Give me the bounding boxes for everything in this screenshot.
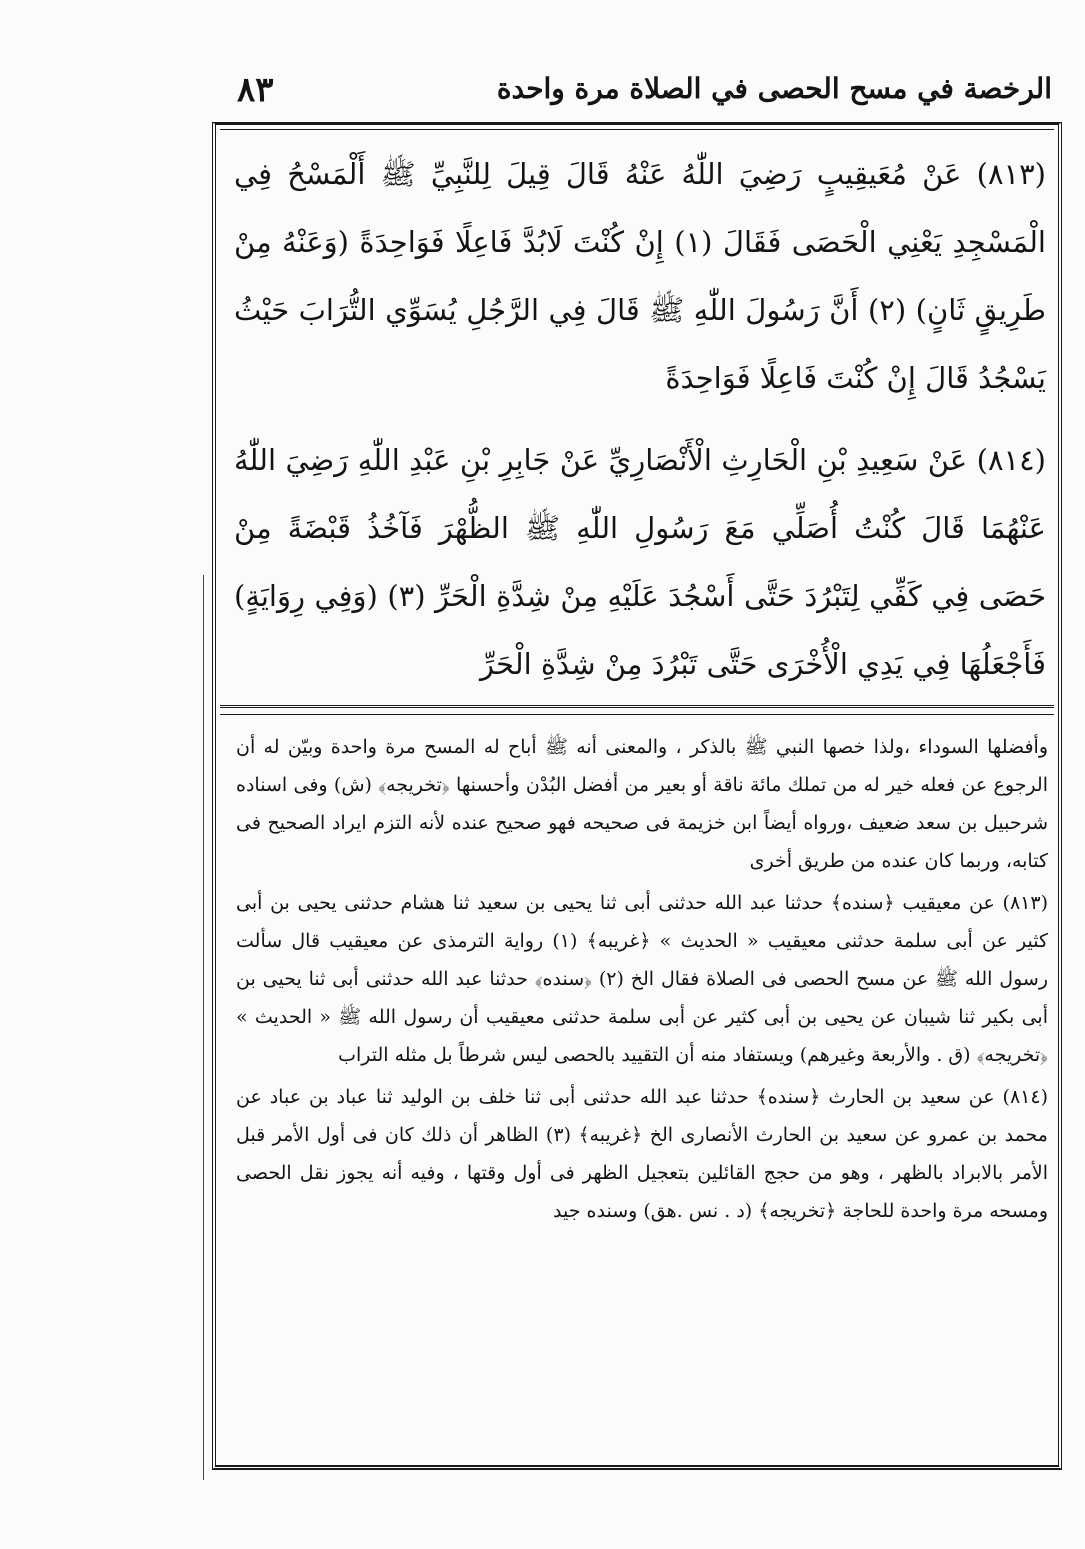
margin-rule (203, 575, 204, 1480)
section-divider (220, 705, 1054, 708)
commentary-paragraph: (٨١٤) عن سعيد بن الحارث ﴿سنده﴾ حدثنا عبد الله حدثنى أبى ثنا خلف بن الوليد ثنا عباد بن عباد عن محمد بن عمرو عن سعيد بن الحارث الأنصارى الخ ﴿غريبه﴾ (٣) الظاهر أن ذلك كان فى أول الأمر قبل الأمر بالابراد بالظهر ، وهو من حجج القائلين بتعجيل الظهر فى أول وقتها ، وفيه أنه يجوز نقل الحصى ومسحه مرة واحدة للحاجة ﴿تخريجه﴾ (د . نس .هق) وسنده جيد (236, 1086, 1048, 1222)
commentary (236, 728, 1048, 1234)
commentary-paragraph: (٨١٣) عن معيقيب ﴿سنده﴾ حدثنا عبد الله حدثنى أبى ثنا يحيى بن سعيد ثنا هشام حدثنى يحيى بن أبى كثير عن أبى سلمة حدثنى معيقيب « الحديث » ﴿غريبه﴾ (١) رواية الترمذى عن معيقيب قال سألت رسول الله ﷺ عن مسح الحصى فى الصلاة فقال الخ (٢) ﴿سنده﴾ حدثنا عبد الله حدثنى أبى ثنا يحيى بن أبى بكير ثنا شيبان عن يحيى بن أبى كثير عن أبى سلمة حدثنى معيقيب أن رسول الله ﷺ « الحديث » ﴿تخريجه﴾ (ق . والأربعة وغيرهم) ويستفاد منه أن التقييد بالحصى ليس شرطاً بل مثله التراب (236, 892, 1048, 1066)
section-divider-inner (220, 714, 1054, 715)
hadith-813: (٨١٣) عَنْ مُعَيقِيبٍ رَضِيَ اللّٰهُ عَنْهُ قَالَ قِيلَ لِلنَّبِيِّ ﷺ أَلْمَسْحُ فِي الْمَسْجِدِ يَعْنِي الْحَصَى فَقَالَ (١) إِنْ كُنْتَ لَابُدَّ فَاعِلًا فَوَاحِدَةً (وَعَنْهُ مِنْ طَرِيقٍ ثَانٍ) (٢) أَنَّ رَسُولَ اللّٰهِ ﷺ قَالَ فِي الرَّجُلِ يُسَوِّي التُّرَابَ حَيْثُ يَسْجُدُ قَالَ إِنْ كُنْتَ فَاعِلًا فَوَاحِدَةً (234, 157, 1046, 395)
hadith-814: (٨١٤) عَنْ سَعِيدِ بْنِ الْحَارِثِ الْأَنْصَارِيِّ عَنْ جَابِرِ بْنِ عَبْدِ اللّٰهِ رَضِيَ اللّٰهُ عَنْهُمَا قَالَ كُنْتُ أُصَلِّي مَعَ رَسُولِ اللّٰهِ ﷺ الظُّهْرَ فَآخُذُ قَبْضَةً مِنْ حَصَى فِي كَفِّي لِتَبْرُدَ حَتَّى أَسْجُدَ عَلَيْهِ مِنْ شِدَّةِ الْحَرِّ (٣) (وَفِي رِوَايَةٍ) فَأَجْعَلُهَا فِي يَدِي الْأُخْرَى حَتَّى تَبْرُدَ مِنْ شِدَّةِ الْحَرِّ (234, 443, 1047, 681)
running-title: الرخصة في مسح الحصى في الصلاة مرة واحدة (496, 72, 1052, 105)
page-header (215, 70, 1060, 120)
commentary-paragraph: وأفضلها السوداء ،ولذا خصها النبي ﷺ بالذكر ، والمعنى أنه ﷺ أباح له المسح مرة واحدة وبيّن له أن الرجوع عن فعله خير له من تملك مائة ناقة أو بعير من أفضل البُدْن وأحسنها ﴿تخريجه﴾ (ش) وفى اسناده شرحبيل بن سعد ضعيف ،ورواه أيضاً ابن خزيمة فى صحيحه فهو صحيح عنده لأنه التزم ايراد الصحيح فى كتابه، وربما كان عنده من طريق أخرى (236, 736, 1048, 872)
page-number: ٨٣ (237, 70, 274, 110)
hadith-text (234, 140, 1046, 712)
